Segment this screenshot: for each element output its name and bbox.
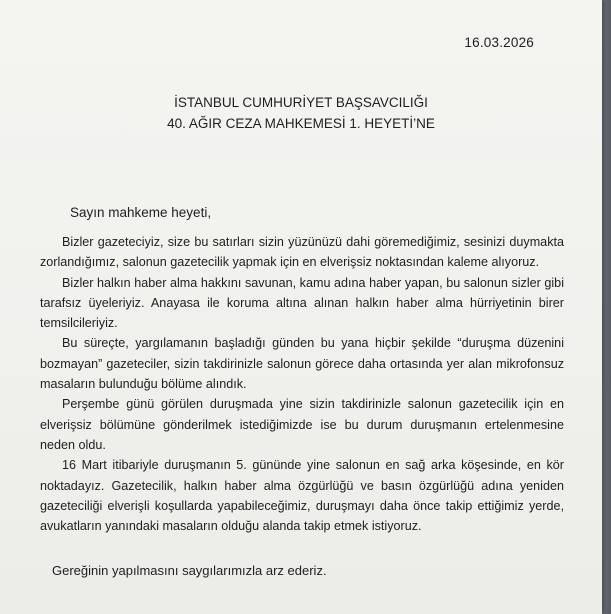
letter-date: 16.03.2026 [464,35,534,50]
paragraph-4: Perşembe günü görülen duruşmada yine sizin takdirinizle salonun gazetecilik için en elverişsiz bölümüne gönderilmek istediğimizde ise bu durum duruşmanın ertelenmesine neden oldu. [40,397,564,452]
recipient-line-1: İSTANBUL CUMHURİYET BAŞSAVCILIĞI [174,95,428,110]
letter-body [40,232,564,536]
recipient-line-2: 40. AĞIR CEZA MAHKEMESİ 1. HEYETİ’NE [167,116,435,131]
paragraph-3: Bu süreçte, yargılamanın başladığı günden bu yana hiçbir şekilde “duruşma düzenini bozmayan” gazeteciler, sizin takdirinizle salonun görece daha ortasında yer alan mikrofonsuz masaların bulunduğu bölüme alındık. [40,336,564,392]
paragraph-1: Bizler gazeteciyiz, size bu satırları sizin yüzünüzü dahi göremediğimiz, sesinizi duymakta zorlandığımız, salonun gazetecilik yapmak için en elverişsiz noktasından kaleme alıyoruz. [40,235,564,270]
salutation: Sayın mahkeme heyeti, [70,205,212,220]
paragraph-5: 16 Mart itibariyle duruşmanın 5. gününde yine salonun en sağ arka köşesinde, en kör noktadayız. Gazetecilik, halkın haber alma özgürlüğü ve basın özgürlüğü adına yeniden gazeteciliği elverişli koşullarda yapabileceğimiz, duruşmayı daha önce takip ettiğimiz yerde, avukatların yanındaki masaların olduğu alanda takip etmek istiyoruz. [40,458,564,534]
paragraph-2: Bizler halkın haber alma hakkını savunan, kamu adına haber yapan, bu salonun sizler gibi tarafsız üyeleriyiz. Anayasa ile koruma altına alınan halkın haber alma hürriyetinin birer temsilcileriyiz. [40,275,564,331]
closing-line: Gereğinin yapılmasını saygılarımızla arz ederiz. [52,563,327,578]
recipient-header [0,92,602,134]
